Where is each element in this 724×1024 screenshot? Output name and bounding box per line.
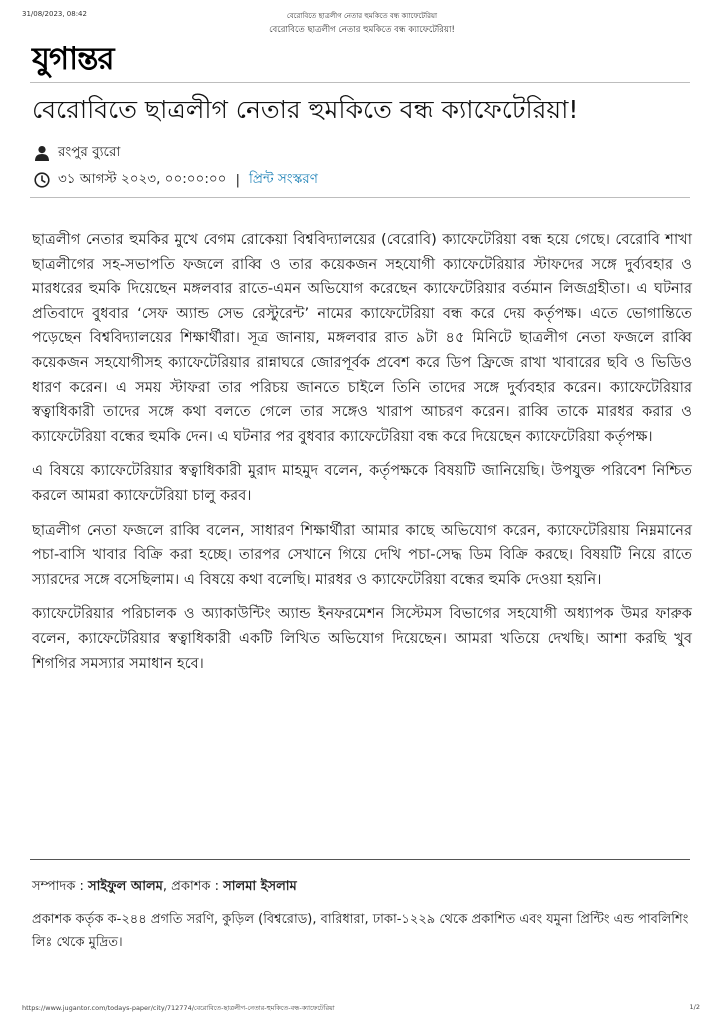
print-page-subtitle: বেরোবিতে ছাত্রলীগ নেতার হুমকিতে বন্ধ ক্যাফেটেরিয়া! [269,25,455,35]
print-page-title: বেরোবিতে ছাত্রলীগ নেতার হুমকিতে বন্ধ ক্যাফেটেরিয়া [286,12,438,20]
print-title-block [0,10,724,37]
date-row [34,168,318,191]
print-url: https://www.jugantor.com/todays-paper/city/712774/বেরোবিতে-ছাত্রলীগ-নেতার-হুমকিতে-বন্ধ-ক্যাফেটেরিয়া [22,1004,335,1012]
author-name: রংপুর ব্যুরো [58,144,121,160]
article-paragraph: ক্যাফেটেরিয়ার পরিচালক ও অ্যাকাউন্টিং অ্যান্ড ইনফরমেশন সিস্টেমস বিভাগের সহযোগী অধ্যাপক উমর ফারুক বলেন, ক্যাফেটেরিয়ার স্বত্বাধিকারী একটি লিখিত অভিযোগ দিয়েছেন। আমরা খতিয়ে দেখছি। আশা করছি খুব শিগগির সমস্যার সমাধান হবে। [32,605,692,672]
footer-credit [32,877,297,898]
footer-divider [30,859,690,860]
article-headline: বেরোবিতে ছাত্রলীগ নেতার হুমকিতে বন্ধ ক্যাফেটেরিয়া! [32,95,579,124]
print-datetime: 31/08/2023, 08:42 [22,10,87,18]
clock-icon [34,172,50,188]
article-body [32,228,692,686]
meta-divider [30,197,690,198]
meta-separator: | [235,171,240,188]
logo-wordmark: যুগান্তর [32,41,114,77]
user-icon [34,145,50,161]
article-paragraph: ছাত্রলীগ নেতার হুমকির মুখে বেগম রোকেয়া বিশ্ববিদ্যালয়ের (বেরোবি) ক্যাফেটেরিয়া বন্ধ হয়ে গেছে। বেরোবি শাখা ছাত্রলীগের সহ-সভাপতি ফজলে রাব্বি ও তার কয়েকজন সহযোগী ক্যাফেটেরিয়ার স্টাফদের সঙ্গে দুর্ব্যবহার ও মারধরের হুমকি দিয়েছেন মঙ্গলবার রাতে-এমন অভিযোগ করেছেন ক্যাফেটেরিয়ার বর্তমান লিজগ্রহীতা। এ ঘটনার প্রতিবাদে বুধবার ‘সেফ অ্যান্ড সেভ রেস্টুরেন্ট’ নামের ক্যাফেটেরিয়া বন্ধ করে দেয় কর্তৃপক্ষ। এতে ভোগান্তিতে পড়েছেন বিশ্ববিদ্যালয়ের শিক্ষার্থীরা। সূত্র জানায়, মঙ্গলবার রাত ৯টা ৪৫ মিনিটে ছাত্রলীগ নেতা ফজলে রাব্বি কয়েকজন সহযোগীসহ ক্যাফেটেরিয়ার রান্নাঘরে জোরপূর্বক প্রবেশ করে ডিপ ফ্রিজে রাখা খাবারের ছবি ও ভিডিও ধারণ করেন। এ সময় স্টাফরা তার পরিচয় জানতে চাইলে তিনি তাদের সঙ্গে দুর্ব্যবহার করেন। ক্যাফেটেরিয়ার স্বত্বাধিকারী তাদের সঙ্গে কথা বলতে গেলে তার সঙ্গেও খারাপ আচরণ করেন। রাব্বি তাকে মারধর করার ও ক্যাফেটেরিয়া বন্ধের হুমকি দেন। এ ঘটনার পর বুধবার ক্যাফেটেরিয়া বন্ধ করে দিয়েছেন ক্যাফেটেরিয়া কর্তৃপক্ষ। [32,231,692,445]
article-paragraph: ছাত্রলীগ নেতা ফজলে রাব্বি বলেন, সাধারণ শিক্ষার্থীরা আমার কাছে অভিযোগ করেন, ক্যাফেটেরিয়ায় নিম্নমানের পচা-বাসি খাবার বিক্রি করা হচ্ছে। তারপর সেখানে গিয়ে দেখি পচা-সেদ্ধ ডিম বিক্রি করছে। বিষয়টি নিয়ে রাতে স্যারদের সঙ্গে বসেছিলাম। এ বিষয়ে কথা বলেছি। মারধর ও ক্যাফেটেরিয়া বন্ধের হুমকি দেওয়া হয়নি। [32,521,692,588]
author-row [34,141,120,164]
publisher-name: সালমা ইসলাম [223,879,297,894]
publisher-label: প্রকাশক : [171,879,224,894]
publisher-address: প্রকাশক কর্তৃক ক-২৪৪ প্রগতি সরণি, কুড়িল (বিশ্বরোড), বারিধারা, ঢাকা-১২২৯ থেকে প্রকাশিত এবং যমুনা প্রিন্টিং এন্ড পাবলিশিং লিঃ থেকে মুদ্রিত। [32,912,689,950]
article-paragraph: এ বিষয়ে ক্যাফেটেরিয়ার স্বত্বাধিকারী মুরাদ মাহমুদ বলেন, কর্তৃপক্ষকে বিষয়টি জানিয়েছি। উপযুক্ত পরিবেশ নিশ্চিত করলে আমরা ক্যাফেটেরিয়া চালু করব। [32,462,692,504]
print-edition-link[interactable]: প্রিন্ট সংস্করণ [249,171,318,187]
print-page-number: 1/2 [689,1003,700,1011]
header-divider [30,82,690,83]
editor-label: সম্পাদক : [32,879,88,894]
credit-comma: , [162,879,172,894]
site-logo[interactable] [32,38,182,80]
editor-name: সাইফুল আলম [88,879,163,894]
publish-datetime: ৩১ আগস্ট ২০২৩, ০০:০০:০০ [58,171,227,187]
